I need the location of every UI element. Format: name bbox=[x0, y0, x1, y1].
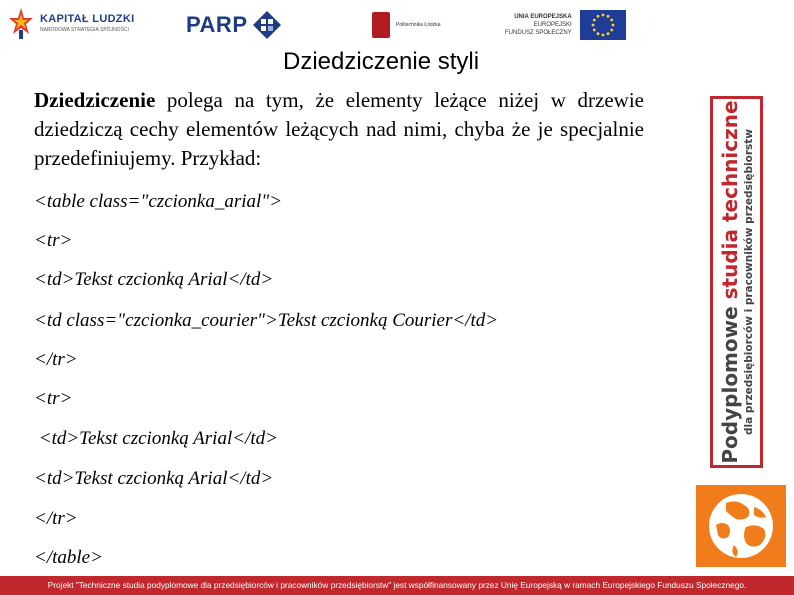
globe-icon bbox=[696, 485, 786, 567]
banner-word-studia: studia techniczne bbox=[717, 100, 742, 300]
code-line: </table> bbox=[34, 547, 103, 568]
ue-logo bbox=[505, 10, 626, 40]
kapital-ludzki-logo bbox=[8, 6, 134, 40]
code-line: <td class="czcionka_courier">Tekst czcionką Courier</td> bbox=[34, 310, 499, 331]
ue-line1: UNIA EUROPEJSKA bbox=[514, 14, 572, 20]
eu-flag-icon bbox=[580, 10, 626, 40]
globe-box bbox=[696, 485, 786, 567]
politechnika-text: Politechnika Łódzka bbox=[396, 22, 441, 28]
footer: Projekt "Techniczne studia podyplomowe dla przedsiębiorców i pracowników przedsiębiorstw" jest współfinansowany przez Unię Europejską w ramach Europejskiego Funduszu Społecznego. bbox=[0, 576, 794, 595]
ue-line2: EUROPEJSKI bbox=[533, 22, 572, 28]
side-banner bbox=[710, 96, 763, 468]
crest-icon bbox=[372, 12, 390, 38]
ue-line3: FUNDUSZ SPOŁECZNY bbox=[505, 30, 572, 36]
banner-subline: dla przedsiębiorców i pracowników przedsiębiorstw bbox=[742, 129, 755, 435]
parp-text: PARP bbox=[186, 12, 248, 37]
intro-paragraph bbox=[34, 86, 644, 173]
parp-diamond-icon bbox=[252, 10, 282, 40]
kapital-title: KAPITAŁ LUDZKI bbox=[40, 13, 135, 25]
code-line: <tr> bbox=[34, 230, 73, 251]
code-line: <td>Tekst czcionką Arial</td> bbox=[34, 428, 278, 449]
code-line: <td>Tekst czcionką Arial</td> bbox=[34, 269, 274, 290]
slide-title: Dziedziczenie styli bbox=[283, 48, 480, 75]
logo-bar bbox=[0, 0, 794, 50]
parp-logo bbox=[186, 10, 282, 40]
banner-word-podyplomowe: Podyplomowe bbox=[717, 299, 742, 464]
intro-text: polega na tym, że elementy leżące niżej w drzewie dziedziczą cechy elementów leżących nad nimi, chyba że je specjalnie przedefiniujemy. Przykład: bbox=[34, 88, 644, 170]
code-line: </tr> bbox=[34, 349, 78, 370]
code-line: </tr> bbox=[34, 508, 78, 529]
code-line: <tr> bbox=[34, 388, 73, 409]
politechnika-logo bbox=[372, 12, 440, 38]
kapital-subtitle: NARODOWA STRATEGIA SPÓJNOŚCI bbox=[40, 27, 129, 33]
code-line: <td>Tekst czcionką Arial</td> bbox=[34, 468, 274, 489]
star-icon bbox=[8, 6, 34, 40]
code-line: <table class="czcionka_arial"> bbox=[34, 191, 283, 212]
intro-bold-term: Dziedziczenie bbox=[34, 88, 156, 112]
